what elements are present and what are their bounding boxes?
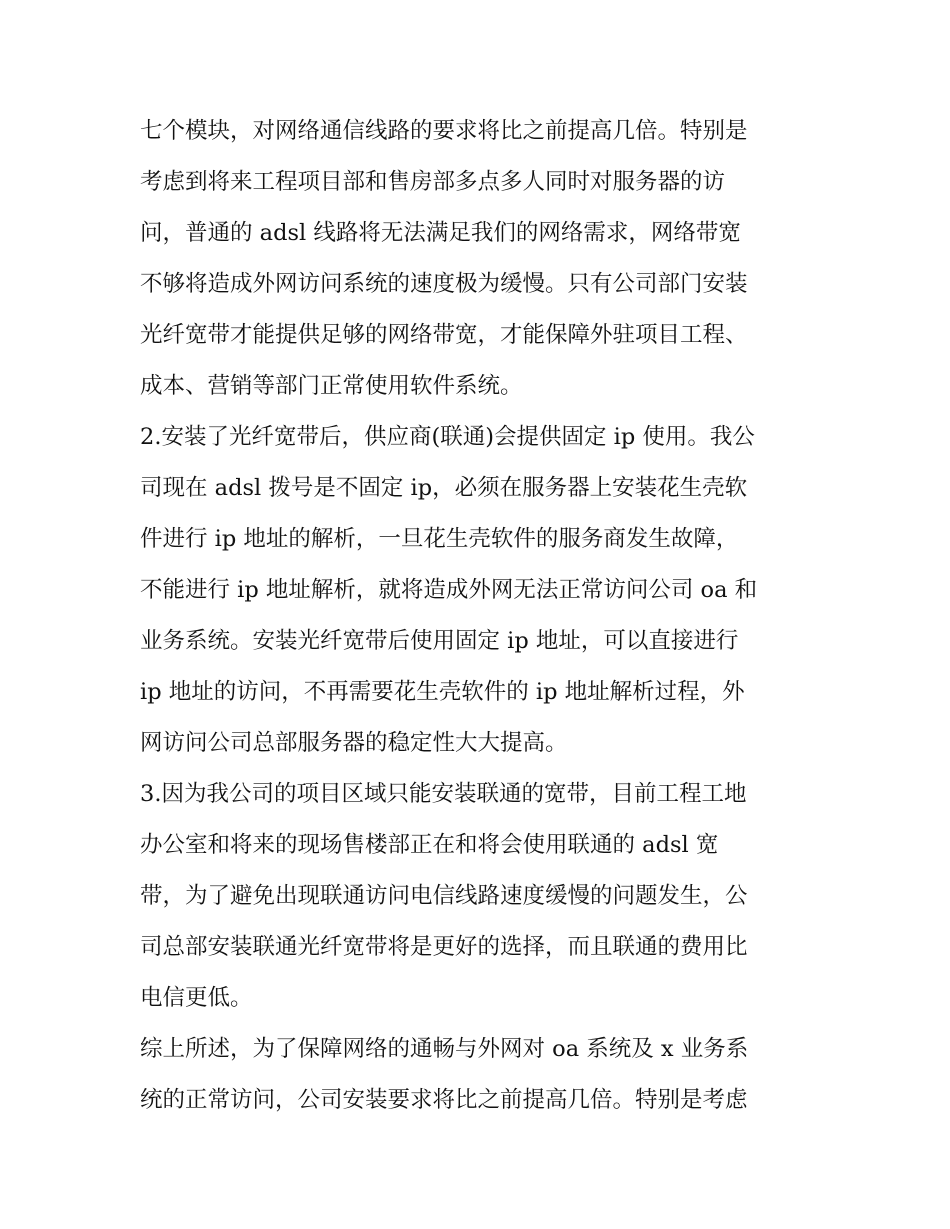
text-line: 带，为了避免出现联通访问电信线路速度缓慢的问题发生，公	[140, 883, 748, 909]
text-line: 综上所述，为了保障网络的通畅与外网对 oa 系统及 x 业务系	[140, 1036, 749, 1062]
text-line: 件进行 ip 地址的解析，一旦花生壳软件的服务商发生故障，	[140, 526, 739, 552]
text-line: 2.安装了光纤宽带后，供应商(联通)会提供固定 ip 使用。我公	[140, 424, 755, 450]
text-line: 司总部安装联通光纤宽带将是更好的选择，而且联通的费用比	[140, 934, 748, 960]
text-line: 七个模块，对网络通信线路的要求将比之前提高几倍。特别是	[140, 118, 748, 144]
text-line: 司现在 adsl 拨号是不固定 ip，必须在服务器上安装花生壳软	[140, 475, 748, 501]
text-line: 考虑到将来工程项目部和售房部多点多人同时对服务器的访	[140, 169, 726, 195]
text-line: 光纤宽带才能提供足够的网络带宽，才能保障外驻项目工程、	[140, 322, 748, 348]
document-body	[140, 106, 820, 1126]
text-line: 不能进行 ip 地址解析，就将造成外网无法正常访问公司 oa 和	[140, 577, 758, 603]
text-line: 成本、营销等部门正常使用软件系统。	[140, 373, 523, 399]
text-line: 办公室和将来的现场售楼部正在和将会使用联通的 adsl 宽	[140, 832, 719, 858]
text-line: 网访问公司总部服务器的稳定性大大提高。	[140, 730, 568, 756]
text-line: 不够将造成外网访问系统的速度极为缓慢。只有公司部门安装	[140, 271, 748, 297]
text-line: 业务系统。安装光纤宽带后使用固定 ip 地址，可以直接进行	[140, 628, 739, 654]
text-line: 统的正常访问，公司安装要求将比之前提高几倍。特别是考虑	[140, 1087, 748, 1113]
text-line: 3.因为我公司的项目区域只能安装联通的宽带，目前工程工地	[140, 781, 747, 807]
text-line: 电信更低。	[140, 985, 253, 1011]
text-line: 问，普通的 adsl 线路将无法满足我们的网络需求，网络带宽	[140, 220, 741, 246]
text-line: ip 地址的访问，不再需要花生壳软件的 ip 地址解析过程，外	[140, 679, 745, 705]
